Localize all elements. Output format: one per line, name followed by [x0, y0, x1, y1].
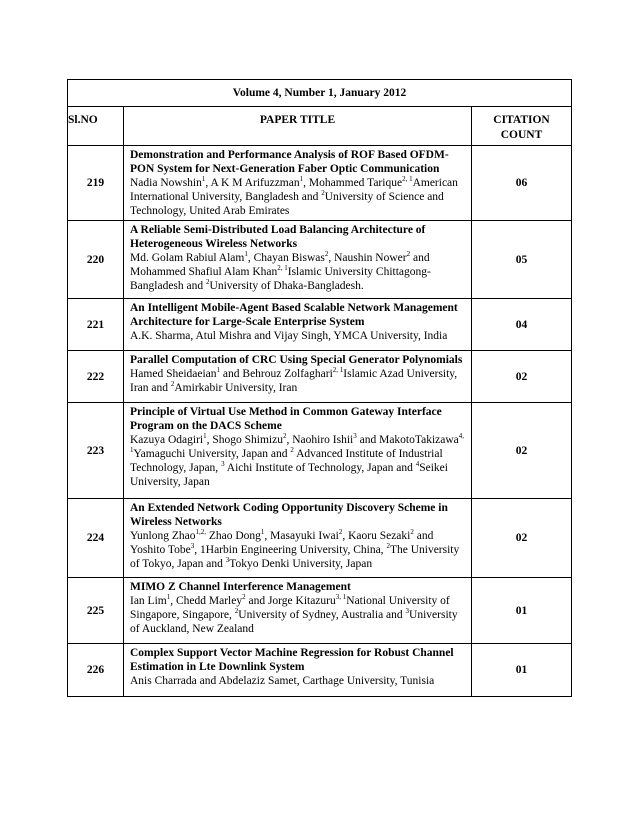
- paper-entry: [124, 351, 472, 403]
- paper-title: Principle of Virtual Use Method in Common Gateway Interface Program on the DACS Scheme: [130, 406, 442, 432]
- paper-authors: Md. Golam Rabiul Alam$^1$, Chayan Biswas$^2$, Naushin Nower$^2$ and Mohammed Shafiul Alam Khan$^{2, 1}$Islamic University Chittagong-Bangladesh and $^2$University of Dhaka-Bangladesh.: [130, 250, 431, 292]
- citation-count: 01: [472, 644, 572, 697]
- row-number: 219: [68, 146, 124, 221]
- citation-count: 01: [472, 578, 572, 644]
- header-slno: Sl.NO: [68, 107, 124, 146]
- paper-title: Complex Support Vector Machine Regression for Robust Channel Estimation in Lte Downlink System: [130, 647, 454, 673]
- paper-entry: [124, 299, 472, 351]
- paper-authors: Yunlong Zhao$^{1,2,}$ Zhao Dong$^1$, Masayuki Iwai$^2$, Kaoru Sezaki$^2$ and Yoshito Tobe$^3$, 1Harbin Engineering University, China, $^2$The University of Tokyo, Japan and $^3$Tokyo Denki University, Japan: [130, 528, 460, 570]
- paper-authors: A.K. Sharma, Atul Mishra and Vijay Singh, YMCA University, India: [130, 330, 448, 342]
- row-number: 222: [68, 351, 124, 403]
- header-citation-line1: CITATION: [493, 114, 550, 126]
- table-row: [68, 351, 572, 403]
- row-number: 226: [68, 644, 124, 697]
- header-citation-count: [472, 107, 572, 146]
- table-row: [68, 299, 572, 351]
- paper-title: An Extended Network Coding Opportunity Discovery Scheme in Wireless Networks: [130, 502, 448, 528]
- table-row: [68, 221, 572, 299]
- paper-title: Parallel Computation of CRC Using Special Generator Polynomials: [130, 354, 463, 366]
- paper-entry: [124, 146, 472, 221]
- paper-authors: Nadia Nowshin$^1$, A K M Arifuzzman$^1$, Mohammed Tarique$^{2, 1}$American International University, Bangladesh and $^2$University of Science and Technology, United Arab Emirates: [130, 175, 458, 217]
- paper-authors: Kazuya Odagiri$^1$, Shogo Shimizu$^2$, Naohiro Ishii$^3$ and MakotoTakizawa$^{4, 1}$Yamaguchi University, Japan and $^2$ Advanced Institute of Industrial Technology, Japan, $^3$ Aichi Institute of Technology, Japan and $^4$Seikei University, Japan: [130, 432, 465, 488]
- header-paper-title: PAPER TITLE: [124, 107, 472, 146]
- paper-authors: Anis Charrada and Abdelaziz Samet, Carthage University, Tunisia: [130, 675, 435, 687]
- paper-entry: [124, 644, 472, 697]
- row-number: 224: [68, 499, 124, 578]
- table-row: [68, 146, 572, 221]
- citation-count: 06: [472, 146, 572, 221]
- citation-count: 02: [472, 351, 572, 403]
- table-row: [68, 403, 572, 499]
- paper-entry: [124, 221, 472, 299]
- paper-entry: [124, 578, 472, 644]
- paper-title: A Reliable Semi-Distributed Load Balancing Architecture of Heterogeneous Wireless Networks: [130, 224, 426, 250]
- volume-caption: Volume 4, Number 1, January 2012: [68, 80, 572, 107]
- row-number: 220: [68, 221, 124, 299]
- paper-title: An Intelligent Mobile-Agent Based Scalable Network Management Architecture for Large-Scale Enterprise System: [130, 302, 458, 328]
- row-number: 221: [68, 299, 124, 351]
- citation-count: 05: [472, 221, 572, 299]
- paper-authors: Hamed Sheidaeian$^1$ and Behrouz Zolfaghari$^{2, 1}$Islamic Azad University, Iran and $^2$Amirkabir University, Iran: [130, 366, 458, 394]
- row-number: 223: [68, 403, 124, 499]
- paper-title: MIMO Z Channel Interference Management: [130, 581, 351, 593]
- table-row: [68, 578, 572, 644]
- header-citation-line2: COUNT: [500, 129, 543, 141]
- citation-count: 02: [472, 403, 572, 499]
- table-row: [68, 644, 572, 697]
- row-number: 225: [68, 578, 124, 644]
- paper-title: Demonstration and Performance Analysis of ROF Based OFDM-PON System for Next-Generation Faber Optic Communication: [130, 149, 449, 175]
- papers-table: [67, 79, 572, 697]
- table-row: [68, 499, 572, 578]
- paper-entry: [124, 403, 472, 499]
- header-row: [68, 107, 572, 146]
- paper-entry: [124, 499, 472, 578]
- citation-count: 04: [472, 299, 572, 351]
- paper-authors: Ian Lim$^1$, Chedd Marley$^2$ and Jorge Kitazuru$^{3, 1}$National University of Singapore, Singapore, $^2$University of Sydney, Australia and $^3$University of Auckland, New Zealand: [130, 593, 458, 635]
- caption-row: [68, 80, 572, 107]
- citation-count: 02: [472, 499, 572, 578]
